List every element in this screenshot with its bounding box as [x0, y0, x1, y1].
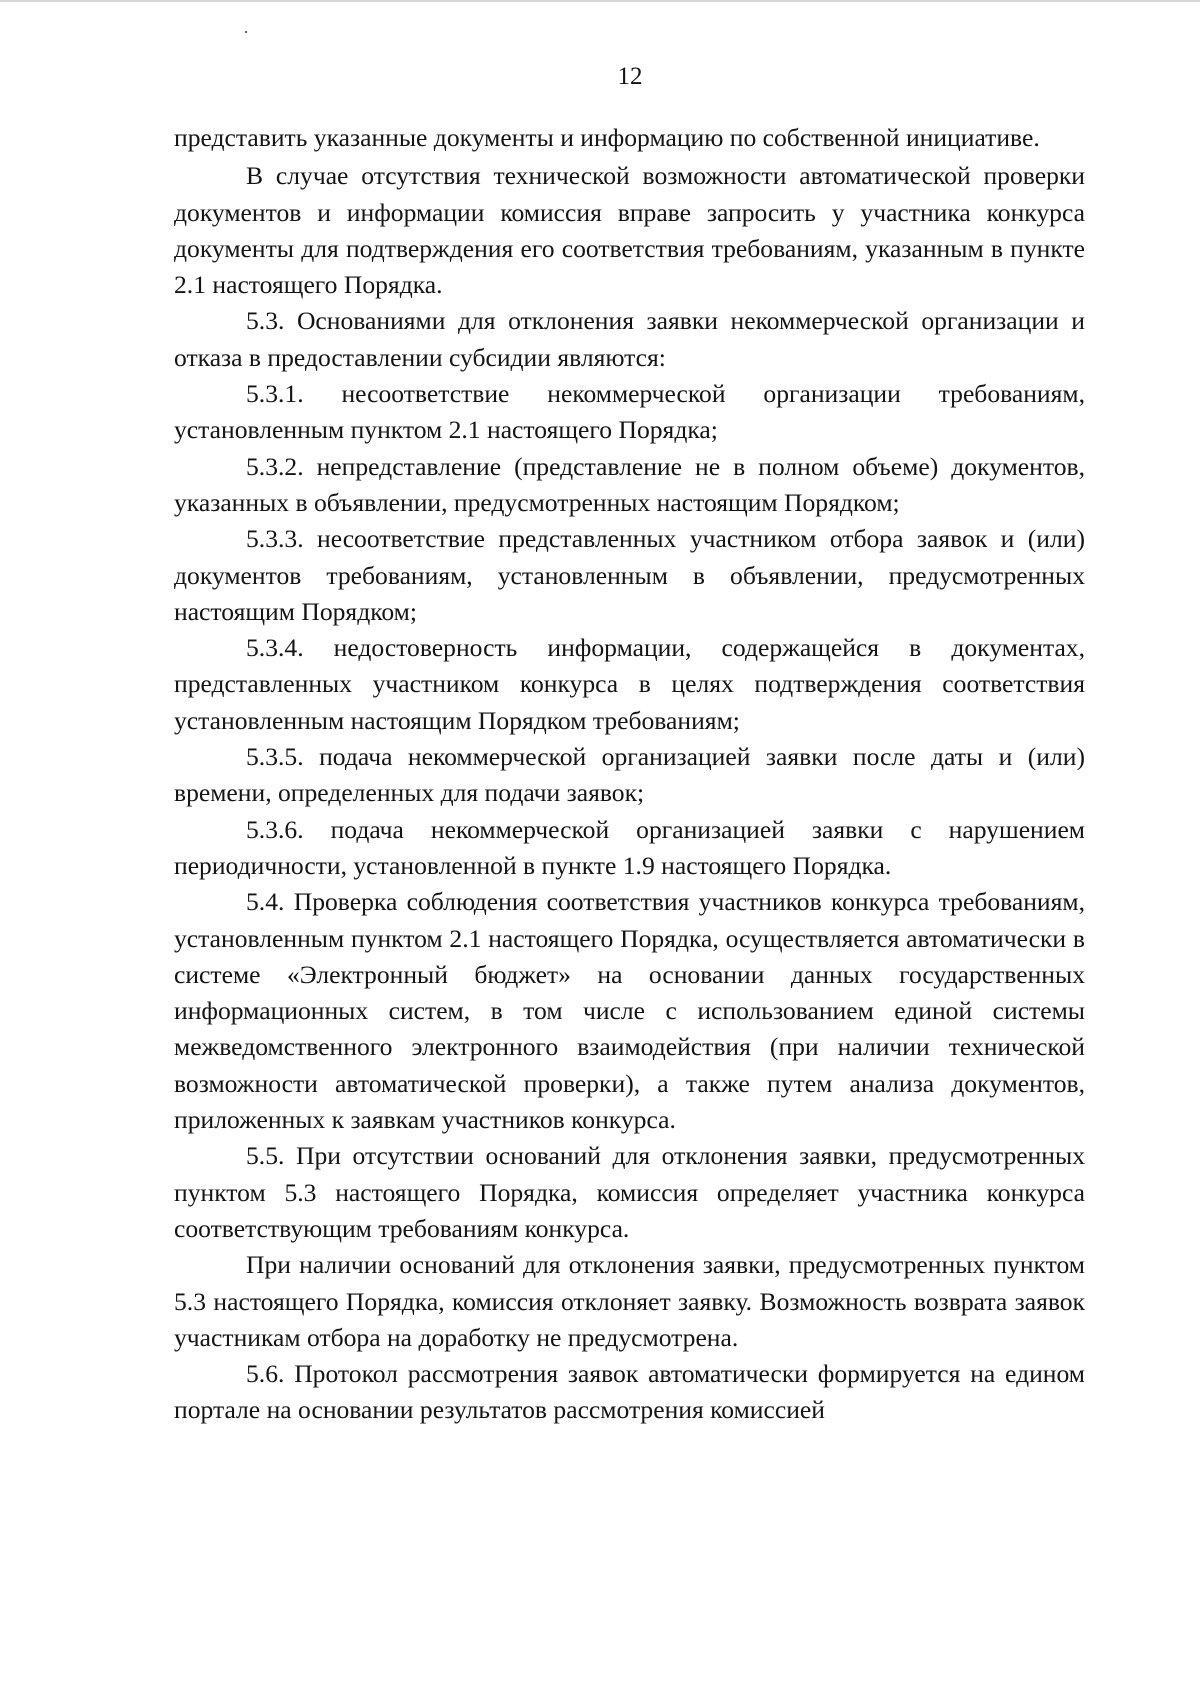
- document-body: [174, 120, 1085, 1429]
- paragraph: представить указанные документы и информацию по собственной инициативе.: [174, 123, 1040, 152]
- paragraph: 5.3.2. непредставление (представление не в полном объеме) документов, указанных в объявлении, предусмотренных настоящим Порядком;: [174, 451, 1085, 517]
- paragraph: 5.3.5. подача некоммерческой организацией заявки после даты и (или) времени, определенных для подачи заявок;: [174, 742, 1085, 808]
- paragraph: 5.3.1. несоответствие некоммерческой организации требованиям, установленным пунктом 2.1 настоящего Порядка;: [174, 379, 1085, 445]
- paragraph: 5.4. Проверка соблюдения соответствия участников конкурса требованиям, установленным пунктом 2.1 настоящего Порядка, осуществляется автоматически в системе «Электронный бюджет» на основании данных государственных информационных систем, в том числе с использованием единой системы межведомственного электронного взаимодействия (при наличии технической возможности автоматической проверки), а также путем анализа документов, приложенных к заявкам участников конкурса.: [174, 887, 1085, 1135]
- paragraph: 5.3.4. недостоверность информации, содержащейся в документах, представленных участником конкурса в целях подтверждения соответствия установленным настоящим Порядком требованиям;: [174, 633, 1085, 735]
- scan-edge: [0, 0, 1200, 2]
- paragraph: 5.3. Основаниями для отклонения заявки некоммерческой организации и отказа в предоставлении субсидии являются:: [174, 306, 1085, 372]
- paragraph: 5.3.6. подача некоммерческой организацией заявки с нарушением периодичности, установленной в пункте 1.9 настоящего Порядка.: [174, 814, 1085, 880]
- paragraph: 5.5. При отсутствии оснований для отклонения заявки, предусмотренных пунктом 5.3 настоящего Порядка, комиссия определяет участника конкурса соответствующим требованиям конкурса.: [174, 1141, 1085, 1243]
- page-number: 12: [617, 63, 643, 90]
- paragraph: В случае отсутствия технической возможности автоматической проверки документов и информации комиссия вправе запросить у участника конкурса документы для подтверждения его соответствия требованиям, указанным в пункте 2.1 настоящего Порядка.: [174, 161, 1085, 300]
- paragraph: При наличии оснований для отклонения заявки, предусмотренных пунктом 5.3 настоящего Порядка, комиссия отклоняет заявку. Возможность возврата заявок участникам отбора на доработку не предусмотрена.: [174, 1250, 1085, 1352]
- paragraph: 5.3.3. несоответствие представленных участником отбора заявок и (или) документов требованиям, установленным в объявлении, предусмотренных настоящим Порядком;: [174, 524, 1085, 626]
- scan-speck: [245, 31, 247, 33]
- paragraph: 5.6. Протокол рассмотрения заявок автоматически формируется на едином портале на основании результатов рассмотрения комиссией: [174, 1359, 1085, 1425]
